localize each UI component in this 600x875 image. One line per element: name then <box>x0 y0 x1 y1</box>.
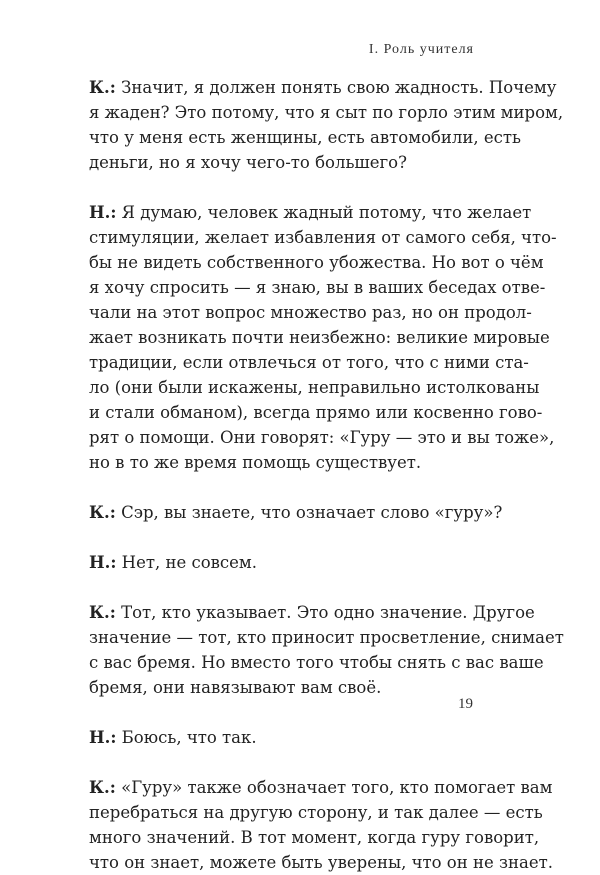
text-line: К.: Значит, я должен понять свою жадность. Почему <box>89 78 557 97</box>
dialogue-paragraph <box>89 200 557 475</box>
dialogue-paragraph <box>89 550 489 575</box>
speaker-label: К.: <box>89 603 116 622</box>
speaker-label: Н.: <box>89 553 117 572</box>
speaker-label: К.: <box>89 778 116 797</box>
text-line: Н.: Боюсь, что так. <box>89 728 257 747</box>
text-line: я хочу спросить — я знаю, вы в ваших беседах отве- <box>89 278 546 297</box>
text-line: что он знает, можете быть уверены, что он не знает. <box>89 853 553 872</box>
speaker-label: К.: <box>89 503 116 522</box>
dialogue-paragraph <box>89 75 564 175</box>
text-line: бы не видеть собственного убожества. Но вот о чём <box>89 253 544 272</box>
text-line: бремя, они навязывают вам своё. <box>89 678 382 697</box>
text-line: стимуляции, желает избавления от самого себя, что- <box>89 228 557 247</box>
dialogue-paragraph <box>89 500 503 525</box>
speaker-label: Н.: <box>89 203 117 222</box>
text-line: и стали обманом), всегда прямо или косвенно гово- <box>89 403 543 422</box>
dialogue-paragraph <box>89 775 553 875</box>
text-line: Н.: Нет, не совсем. <box>89 553 258 572</box>
text-line: рят о помощи. Они говорят: «Гуру — это и вы тоже», <box>89 428 555 447</box>
text-line: я жаден? Это потому, что я сыт по горло этим миром, <box>89 103 564 122</box>
text-line: что у меня есть женщины, есть автомобили, есть <box>89 128 522 147</box>
text-line: жает возникать почти неизбежно: великие мировые <box>89 328 550 347</box>
text-line: с вас бремя. Но вместо того чтобы снять с вас ваше <box>89 653 544 672</box>
speaker-label: К.: <box>89 78 116 97</box>
dialogue-body <box>89 75 564 875</box>
page-number: 19 <box>458 696 473 712</box>
running-header: I. Роль учителя <box>368 42 474 57</box>
text-line: много значений. В тот момент, когда гуру говорит, <box>89 828 540 847</box>
text-line: К.: Сэр, вы знаете, что означает слово «гуру»? <box>89 503 503 522</box>
text-line: деньги, но я хочу чего-то большего? <box>89 153 407 172</box>
text-line: чали на этот вопрос множество раз, но он продол- <box>89 303 532 322</box>
text-line: К.: «Гуру» также обозначает того, кто помогает вам <box>89 778 553 797</box>
text-line: значение — тот, кто приносит просветление, снимает <box>89 628 564 647</box>
dialogue-paragraph <box>89 725 489 750</box>
text-line: Н.: Я думаю, человек жадный потому, что желает <box>89 203 532 222</box>
text-line: перебраться на другую сторону, и так далее — есть <box>89 803 543 822</box>
text-line: традиции, если отвлечься от того, что с ними ста- <box>89 353 529 372</box>
text-line: но в то же время помощь существует. <box>89 453 422 472</box>
text-line: К.: Тот, кто указывает. Это одно значение. Другое <box>89 603 535 622</box>
speaker-label: Н.: <box>89 728 117 747</box>
text-line: ло (они были искажены, неправильно истолкованы <box>89 378 540 397</box>
dialogue-paragraph <box>89 600 564 700</box>
